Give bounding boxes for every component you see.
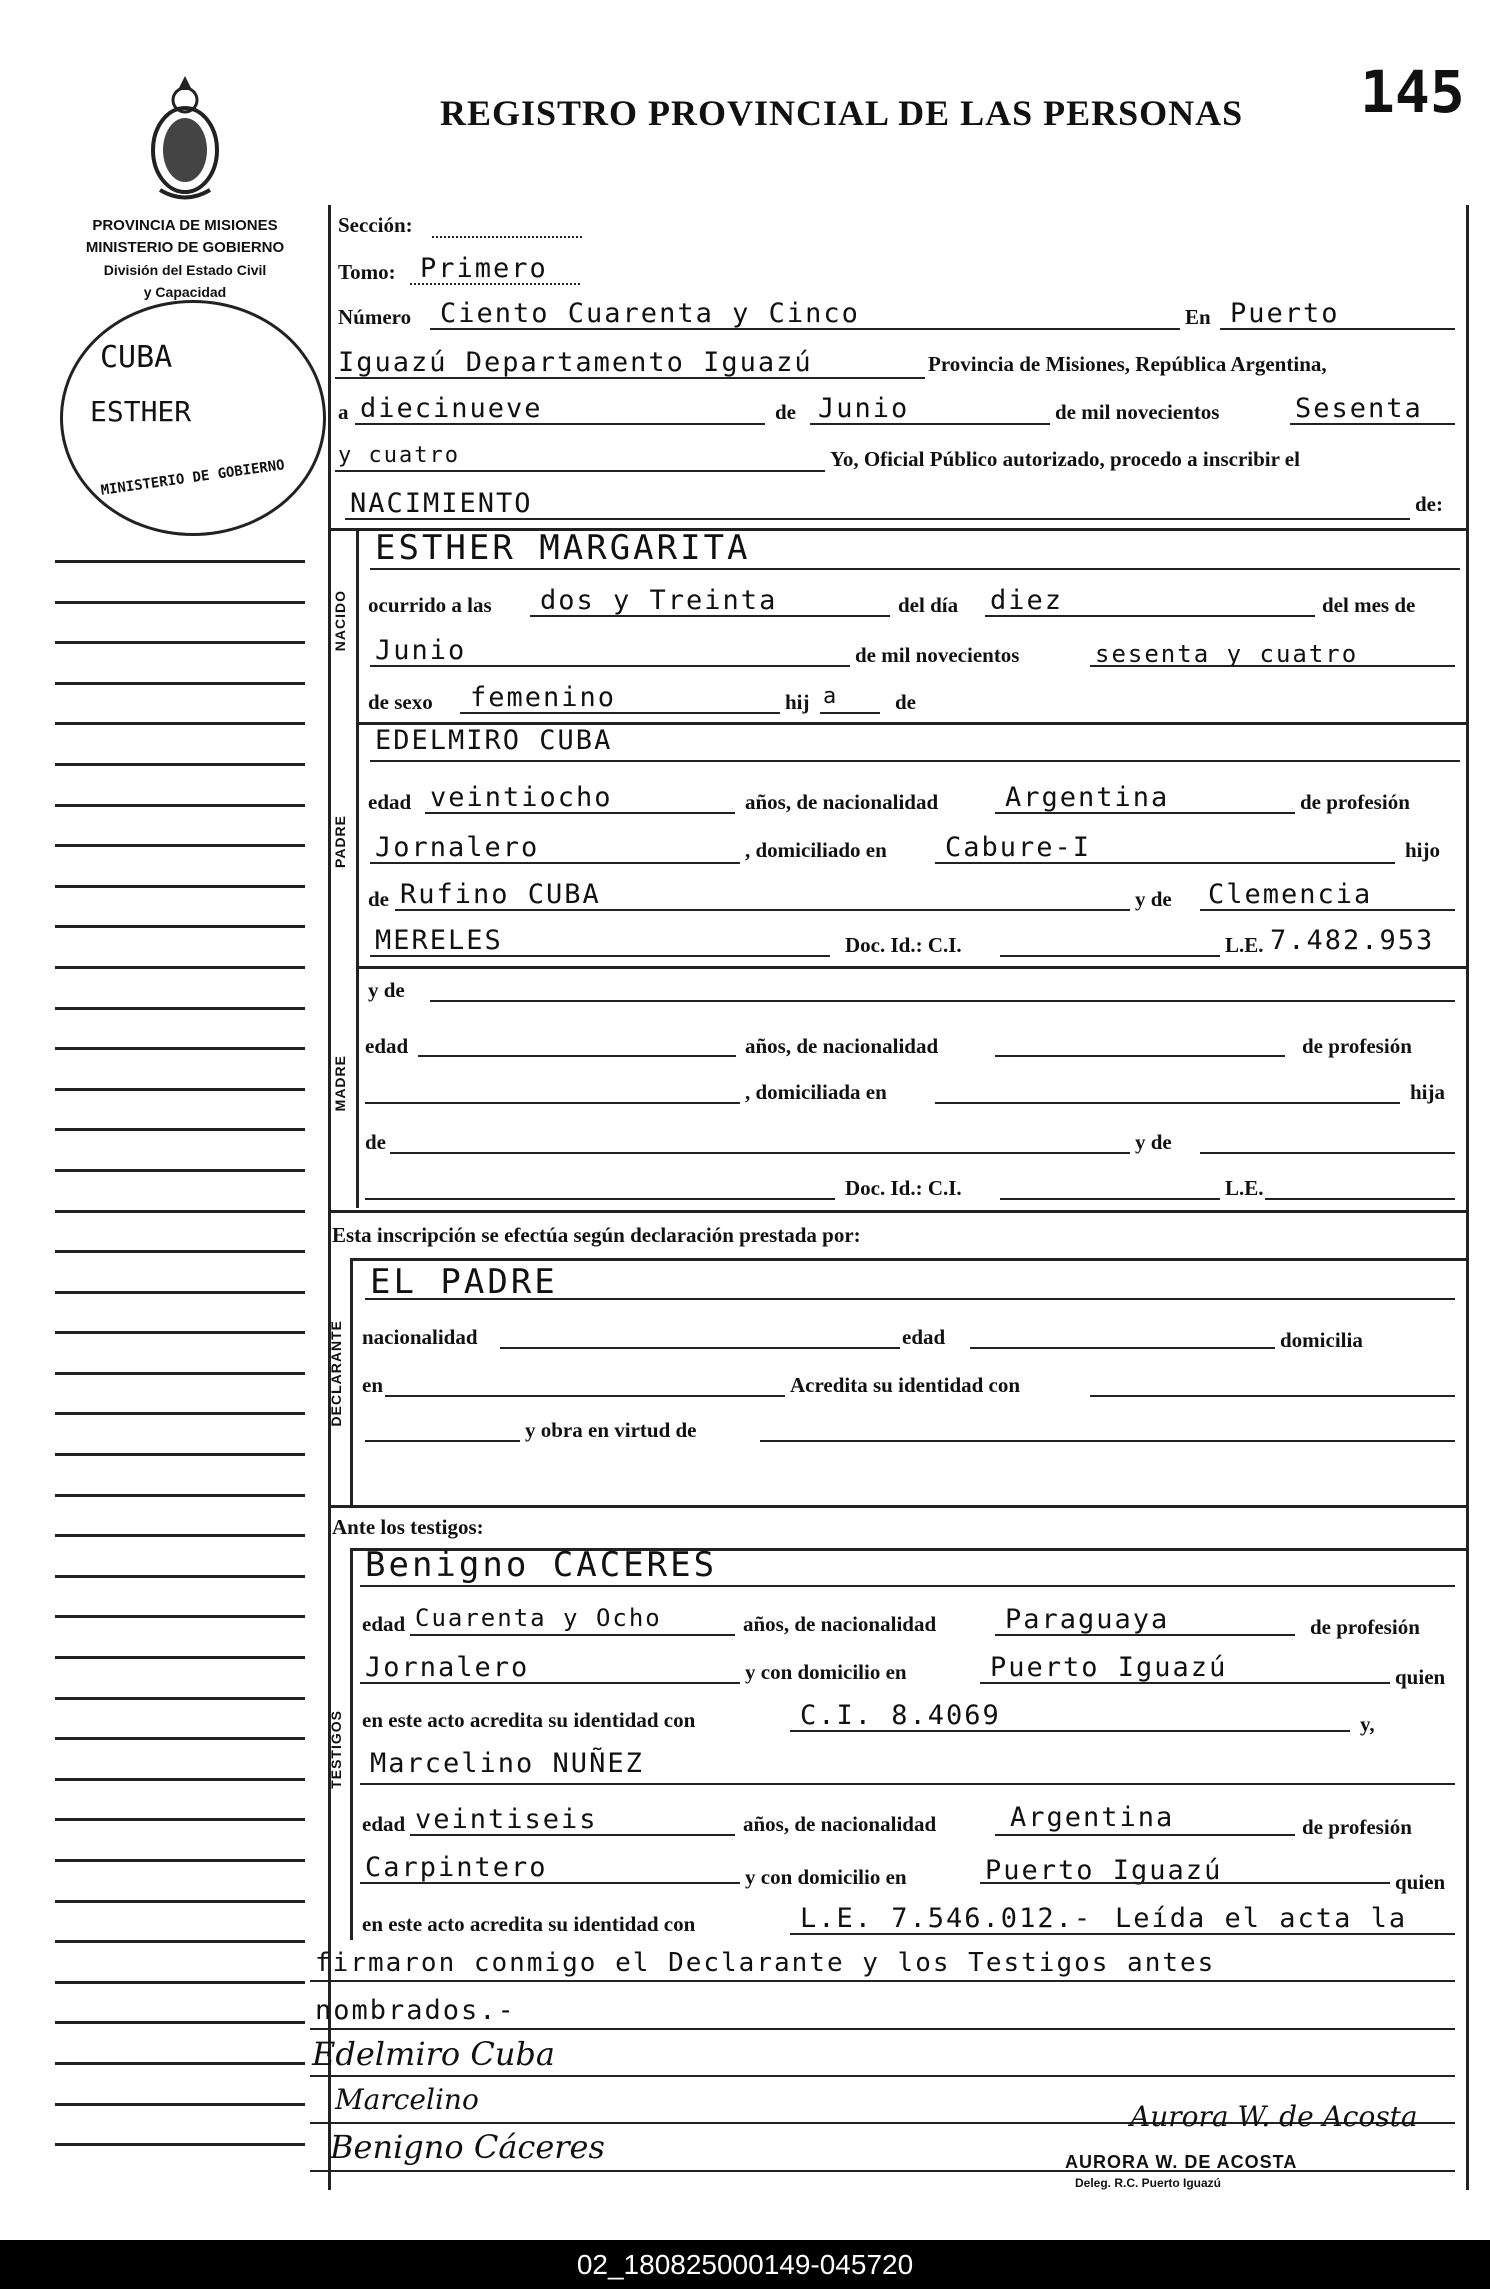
padre-madre-line [1200, 909, 1455, 911]
testigo1-acredita-label: en este acto acredita su identidad con [362, 1708, 696, 1732]
testigos-side-label: TESTIGOS [328, 1710, 344, 1789]
margin-line [55, 1169, 305, 1172]
signature-testigo2: Marcelino [335, 2083, 479, 2116]
padre-ci-line [1000, 955, 1220, 957]
cierre-line2: firmaron conmigo el Declarante y los Testigos antes [315, 1948, 1216, 1978]
margin-line [55, 844, 305, 847]
madre-madre-line-2 [365, 1198, 835, 1200]
testigo2-domicilio-label: y con domicilio en [745, 1865, 907, 1889]
signature-testigo1: Benigno Cáceres [330, 2128, 605, 2166]
margin-line [55, 1250, 305, 1253]
padre-madre-value: Clemencia [1208, 879, 1373, 910]
declarante-nombre-line [365, 1298, 1455, 1300]
margin-line [55, 885, 305, 888]
margin-line [55, 560, 305, 563]
anio-line [1290, 423, 1455, 425]
signature-declarante: Edelmiro Cuba [312, 2035, 555, 2073]
acto-line [345, 518, 1410, 520]
en-label: En [1185, 305, 1211, 329]
margin-line [55, 1818, 305, 1821]
coat-of-arms-icon [140, 70, 230, 210]
mil-nacido-label: de mil novecientos [855, 643, 1020, 667]
testigo2-edad-line [410, 1834, 735, 1836]
nacido-bar [356, 530, 359, 725]
madre-domicilio-line [935, 1102, 1400, 1104]
cierre-line3: nombrados.- [315, 1995, 516, 2026]
testigo1-profesion-value: Jornalero [365, 1652, 530, 1683]
dia-nacido-value: diez [990, 585, 1064, 616]
numero-value: Ciento Cuarenta y Cinco [440, 298, 860, 329]
de-colon: de: [1415, 492, 1443, 516]
testigos-intro: Ante los testigos: [332, 1515, 484, 1539]
testigo2-domicilio-line [980, 1882, 1390, 1884]
en-line [1220, 328, 1455, 330]
anio-value: Sesenta [1295, 393, 1423, 424]
margin-line [55, 966, 305, 969]
testigo2-profesion-value: Carpintero [365, 1852, 548, 1883]
testigo1-quien-label: quien [1395, 1665, 1446, 1689]
declarante-obra-label: y obra en virtud de [525, 1418, 697, 1442]
testigo1-doc-value: C.I. 8.4069 [800, 1700, 1001, 1731]
declarante-domicilio-label: domicilia [1280, 1328, 1363, 1352]
declarante-edad-label: edad [902, 1325, 946, 1349]
madre-madre-line [1200, 1152, 1455, 1154]
margin-line [55, 1372, 305, 1375]
margin-line [55, 1859, 305, 1862]
madre-doc-label: Doc. Id.: C.I. [845, 1176, 962, 1200]
testigo2-domicilio-value: Puerto Iguazú [985, 1855, 1223, 1886]
padre-nombre-line [370, 760, 1460, 762]
testigo2-nombre-line [360, 1783, 1455, 1785]
madre-nacionalidad-line [995, 1055, 1285, 1057]
section-divider [356, 966, 1466, 969]
image-id-footer: 02_180825000149-045720 [0, 2240, 1490, 2289]
madre-edad-line [418, 1055, 736, 1057]
testigo1-nombre-line [360, 1585, 1455, 1587]
cierre-line3-rule [310, 2028, 1455, 2030]
margin-note-lines [55, 560, 305, 2184]
oficial-name: AURORA W. DE ACOSTA [1065, 2152, 1298, 2172]
margin-line [55, 1047, 305, 1050]
padre-side-label: PADRE [332, 815, 348, 868]
margin-line [55, 925, 305, 928]
padre-de-label: de [368, 887, 389, 911]
a-label: a [338, 400, 349, 424]
firma-rule [310, 2075, 1455, 2077]
testigo2-acredita-label: en este acto acredita su identidad con [362, 1912, 696, 1936]
margin-line [55, 1291, 305, 1294]
margin-line [55, 1534, 305, 1537]
dia-nacido-line [985, 615, 1315, 617]
document-title: REGISTRO PROVINCIAL DE LAS PERSONAS [440, 93, 1244, 133]
padre-profesion-value: Jornalero [375, 832, 540, 863]
tomo-value: Primero [420, 253, 548, 284]
madre-le-label: L.E. [1225, 1176, 1264, 1200]
ocurrido-label: ocurrido a las [368, 593, 492, 617]
anio-line-2 [335, 470, 825, 472]
testigo2-nacionalidad-value: Argentina [1010, 1802, 1175, 1833]
testigo2-nombre: Marcelino NUÑEZ [370, 1748, 644, 1779]
testigo2-nacionalidad-line [995, 1834, 1295, 1836]
padre-anios-label: años, de nacionalidad [745, 790, 939, 814]
margin-line [55, 1331, 305, 1334]
padre-le-value: 7.482.953 [1270, 925, 1435, 956]
madre-le-line [1265, 1198, 1455, 1200]
padre-edad-label: edad [368, 790, 412, 814]
testigo1-domicilio-value: Puerto Iguazú [990, 1652, 1228, 1683]
padre-le-label: L.E. [1225, 933, 1264, 957]
padre-profesion-line [370, 862, 740, 864]
nacido-nombre: ESTHER MARGARITA [375, 528, 751, 568]
padre-profesion-label: de profesión [1300, 790, 1410, 814]
margin-line [55, 1656, 305, 1659]
padre-doc-label: Doc. Id.: C.I. [845, 933, 962, 957]
sexo-value: femenino [470, 682, 617, 713]
sexo-line [460, 712, 780, 714]
cierre-line1: Leída el acta la [1115, 1903, 1408, 1934]
hora-value: dos y Treinta [540, 585, 778, 616]
margin-line [55, 682, 305, 685]
anio-nacido-line [1090, 665, 1455, 667]
testigo1-doc-line [790, 1730, 1350, 1732]
oficial-deleg: Deleg. R.C. Puerto Iguazú [1075, 2176, 1222, 2190]
margin-line [55, 2143, 305, 2146]
padre-padre-value: Rufino CUBA [400, 879, 601, 910]
testigo1-nombre: Benigno CACERES [365, 1545, 718, 1585]
padre-domicilio-line [935, 862, 1395, 864]
testigo1-nacionalidad-value: Paraguaya [1005, 1604, 1170, 1635]
signature-oficial: Aurora W. de Acosta [1130, 2100, 1418, 2133]
office-capacity: y Capacidad [143, 284, 227, 300]
mil-label: de mil novecientos [1055, 400, 1220, 424]
section-divider [328, 1505, 1466, 1508]
margin-line [55, 1697, 305, 1700]
en-value: Puerto [1230, 298, 1340, 329]
padre-padre-line [395, 909, 1130, 911]
testigo2-anios-label: años, de nacionalidad [743, 1812, 937, 1836]
numero-label: Número [338, 305, 412, 329]
margin-line [55, 763, 305, 766]
seccion-label: Sección: [338, 213, 413, 237]
margin-line [55, 2062, 305, 2065]
oficial-text: Yo, Oficial Público autorizado, procedo a inscribir el [830, 447, 1300, 471]
testigos-bar [350, 1550, 353, 1940]
del-dia-label: del día [898, 593, 959, 617]
declarante-obra-pre-line [365, 1440, 520, 1442]
margin-line [55, 1494, 305, 1497]
issuing-office [55, 215, 315, 303]
margin-line [55, 1412, 305, 1415]
madre-profesion-line [365, 1102, 740, 1104]
office-province: PROVINCIA DE MISIONES [92, 217, 278, 234]
margin-line [55, 2103, 305, 2106]
page-number: 145 [1360, 58, 1465, 126]
margin-line [55, 1737, 305, 1740]
madre-side-label: MADRE [332, 1055, 348, 1112]
testigo1-edad-label: edad [362, 1612, 406, 1636]
mes-nacido-value: Junio [375, 635, 467, 666]
testigo2-edad-value: veintiseis [415, 1804, 598, 1835]
margin-line [55, 1007, 305, 1010]
margin-line [55, 722, 305, 725]
section-divider [350, 1258, 1466, 1261]
testigo2-doc-line [790, 1933, 1455, 1935]
stamp-name-surname: CUBA [100, 340, 173, 375]
stamp-name-given: ESTHER [90, 395, 192, 428]
hij-line [820, 712, 880, 714]
testigo2-profesion-line [360, 1882, 740, 1884]
madre-y-de-label: y de [368, 978, 405, 1002]
madre-domicilio-label: , domiciliada en [745, 1080, 887, 1104]
testigo1-anios-label: años, de nacionalidad [743, 1612, 937, 1636]
madre-de-label: de [365, 1130, 386, 1154]
testigo1-nacionalidad-line [995, 1634, 1295, 1636]
declarante-nacionalidad-line [500, 1347, 900, 1349]
testigo1-edad-value: Cuarenta y Ocho [415, 1604, 662, 1632]
declarante-bar [350, 1260, 353, 1505]
numero-line [430, 328, 1180, 330]
seccion-line [432, 236, 582, 238]
padre-domicilio-value: Cabure-I [945, 832, 1092, 863]
acto-value: NACIMIENTO [350, 488, 533, 519]
madre-anios-label: años, de nacionalidad [745, 1034, 939, 1058]
tomo-line [410, 283, 580, 285]
padre-hijo-label: hijo [1405, 838, 1441, 862]
nacido-nombre-line [370, 568, 1460, 570]
padre-y-de-label: y de [1135, 887, 1172, 911]
mes-line [810, 423, 1050, 425]
padre-edad-line [425, 812, 735, 814]
margin-line [55, 1453, 305, 1456]
margin-line [55, 1900, 305, 1903]
margin-line [55, 1615, 305, 1618]
madre-bar [356, 968, 359, 1208]
declarante-nacionalidad-label: nacionalidad [362, 1325, 478, 1349]
margin-line [55, 1575, 305, 1578]
padre-domicilio-label: , domiciliado en [745, 838, 887, 862]
padre-nacionalidad-line [995, 812, 1295, 814]
declarante-nombre: EL PADRE [370, 1262, 558, 1302]
lugar-value: Iguazú Departamento Iguazú [338, 347, 813, 378]
testigo2-quien-label: quien [1395, 1870, 1446, 1894]
declarante-acredita-label: Acredita su identidad con [790, 1373, 1021, 1397]
testigo2-edad-label: edad [362, 1812, 406, 1836]
anio-value-2: y cuatro [338, 443, 460, 468]
margin-line [55, 1940, 305, 1943]
margin-line [55, 804, 305, 807]
padre-madre-value-2: MERELES [375, 925, 503, 956]
margin-line [55, 1088, 305, 1091]
madre-nombre-line [430, 1000, 1455, 1002]
cierre-line2-rule [310, 1980, 1455, 1982]
madre-edad-label: edad [365, 1034, 409, 1058]
padre-edad-value: veintiocho [430, 782, 613, 813]
margin-line [55, 1778, 305, 1781]
testigo2-profesion-label: de profesión [1302, 1815, 1412, 1839]
margin-line [55, 641, 305, 644]
testigo1-domicilio-line [980, 1682, 1390, 1684]
margin-line [55, 2021, 305, 2024]
de-label: de [775, 400, 796, 424]
margin-line [55, 1210, 305, 1213]
declarante-acredita-line [1090, 1395, 1455, 1397]
padre-nacionalidad-value: Argentina [1005, 782, 1170, 813]
padre-nombre: EDELMIRO CUBA [375, 725, 613, 756]
provincia-text: Provincia de Misiones, República Argentina, [928, 352, 1327, 376]
madre-ci-line [1000, 1198, 1220, 1200]
declarante-intro: Esta inscripción se efectúa según declaración prestada por: [332, 1223, 861, 1247]
office-division: División del Estado Civil [103, 262, 267, 278]
margin-line [55, 1981, 305, 1984]
testigo2-doc-value: L.E. 7.546.012.- [800, 1903, 1093, 1934]
nacido-side-label: NACIDO [332, 590, 348, 652]
padre-bar [356, 724, 359, 969]
declarante-en-line [385, 1395, 785, 1397]
hij-value: a [823, 684, 839, 709]
declarante-obra-line [760, 1440, 1455, 1442]
stamp-ring-text: MINISTERIO DE GOBIERNO [99, 457, 286, 499]
testigo1-domicilio-label: y con domicilio en [745, 1660, 907, 1684]
testigo1-edad-line [410, 1634, 735, 1636]
office-ministry: MINISTERIO DE GOBIERNO [85, 239, 285, 256]
lugar-line [335, 377, 925, 379]
del-mes-label: del mes de [1322, 593, 1416, 617]
anio-nacido-value: sesenta y cuatro [1095, 640, 1359, 668]
margin-line [55, 1128, 305, 1131]
madre-hija-label: hija [1410, 1080, 1446, 1104]
mes-value: Junio [818, 393, 910, 424]
testigo1-profesion-line [360, 1682, 740, 1684]
tomo-label: Tomo: [338, 260, 396, 284]
dia-line [355, 423, 765, 425]
section-divider [328, 1210, 1466, 1213]
testigo1-profesion-label: de profesión [1310, 1615, 1420, 1639]
declarante-side-label: DECLARANTE [328, 1320, 344, 1427]
hij-label: hij [785, 690, 810, 714]
testigo1-y-label: y, [1360, 1712, 1375, 1736]
madre-padre-line [390, 1152, 1130, 1154]
padre-madre-line-2 [370, 955, 830, 957]
margin-line [55, 601, 305, 604]
declarante-edad-line [970, 1347, 1275, 1349]
madre-y-de-label-2: y de [1135, 1130, 1172, 1154]
dia-value: diecinueve [360, 393, 543, 424]
hora-line [530, 615, 890, 617]
declarante-en-label: en [362, 1373, 383, 1397]
nacido-de-label: de [895, 690, 916, 714]
mes-nacido-line [370, 665, 850, 667]
sexo-label: de sexo [368, 690, 433, 714]
madre-profesion-label: de profesión [1302, 1034, 1412, 1058]
